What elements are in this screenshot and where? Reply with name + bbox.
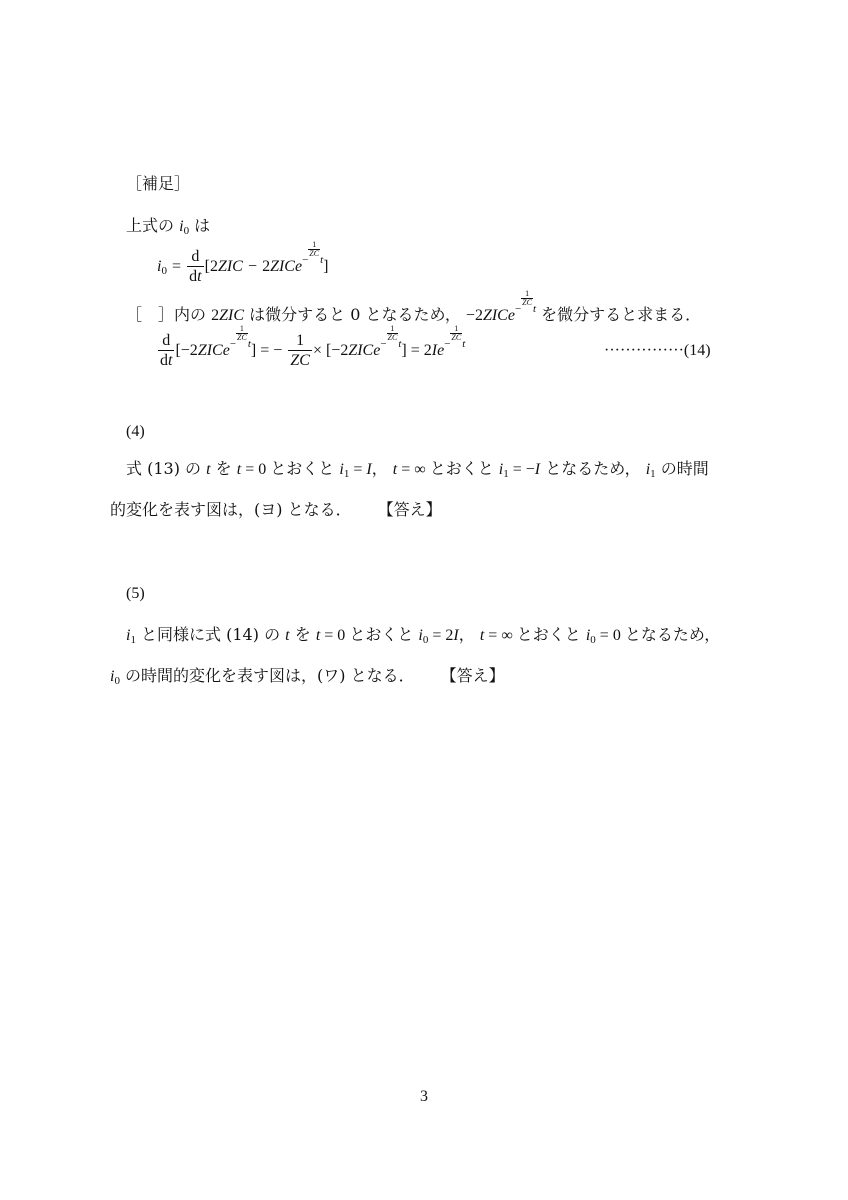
bracket-explanation: ［ ］内の 2ZIC は微分すると 0 となるため， −2ZICe$^{- \frac{1}{ZC} t}$ を微分すると求まる． [126,289,702,324]
page-number: 3 [420,1088,428,1105]
intro-suffix: は [194,216,211,235]
intro-prefix: 上式の [126,216,175,235]
equation-i0: $i_0$ = $\frac{d}{dt}$ [2ZIC − 2ZICe$^{- \frac{1}{ZC} t}$] [157,240,329,285]
supplement-heading: ［補足］ [126,174,191,193]
section-4-answer: 【答え】 [377,500,442,519]
equation-number: (14) [683,342,711,359]
section-5-answer: 【答え】 [440,666,505,685]
equation-dots: ··············· [604,342,684,359]
bracket-text-b: は微分すると 0 となるため， [249,305,461,324]
section-4-line-1: 式 (13) の t を t = 0 とおくと $i_1 = I$， t = ∞ とおくと $i_1 = -I$ となるため， $i_1$ の時間 [126,459,709,480]
section-5-label: (5) [126,585,145,602]
section-4-line-2: 的変化を表す図は，(ヨ) となる． 【答え】 [110,500,442,519]
bracket-text-a: ［ ］内の [126,305,207,324]
supplement-intro: 上式の $i_0$ は [126,216,211,237]
bracket-text-c: を微分すると求まる． [541,305,702,324]
equation-14: $\frac{d}{dt}$ [−2ZICe$^{- \frac{1}{ZC} t}$] = − $\frac{1}{ZC}$ × [−2ZICe$^{- \frac{1}{ZC} t}$] = $2Ie^{- \frac{1}{ZC} t}$ [160,324,466,369]
section-5-line-1: $i_1$ と同様に式 (14) の t を t = 0 とおくと $i_0 = 2I$， t = ∞ とおくと $i_0 = 0$ となるため， [126,625,721,646]
section-5-line-2: $i_0$ の時間的変化を表す図は，(ワ) となる． 【答え】 [110,666,505,687]
equation-14-label [604,340,711,361]
section-4-label: (4) [126,423,145,440]
